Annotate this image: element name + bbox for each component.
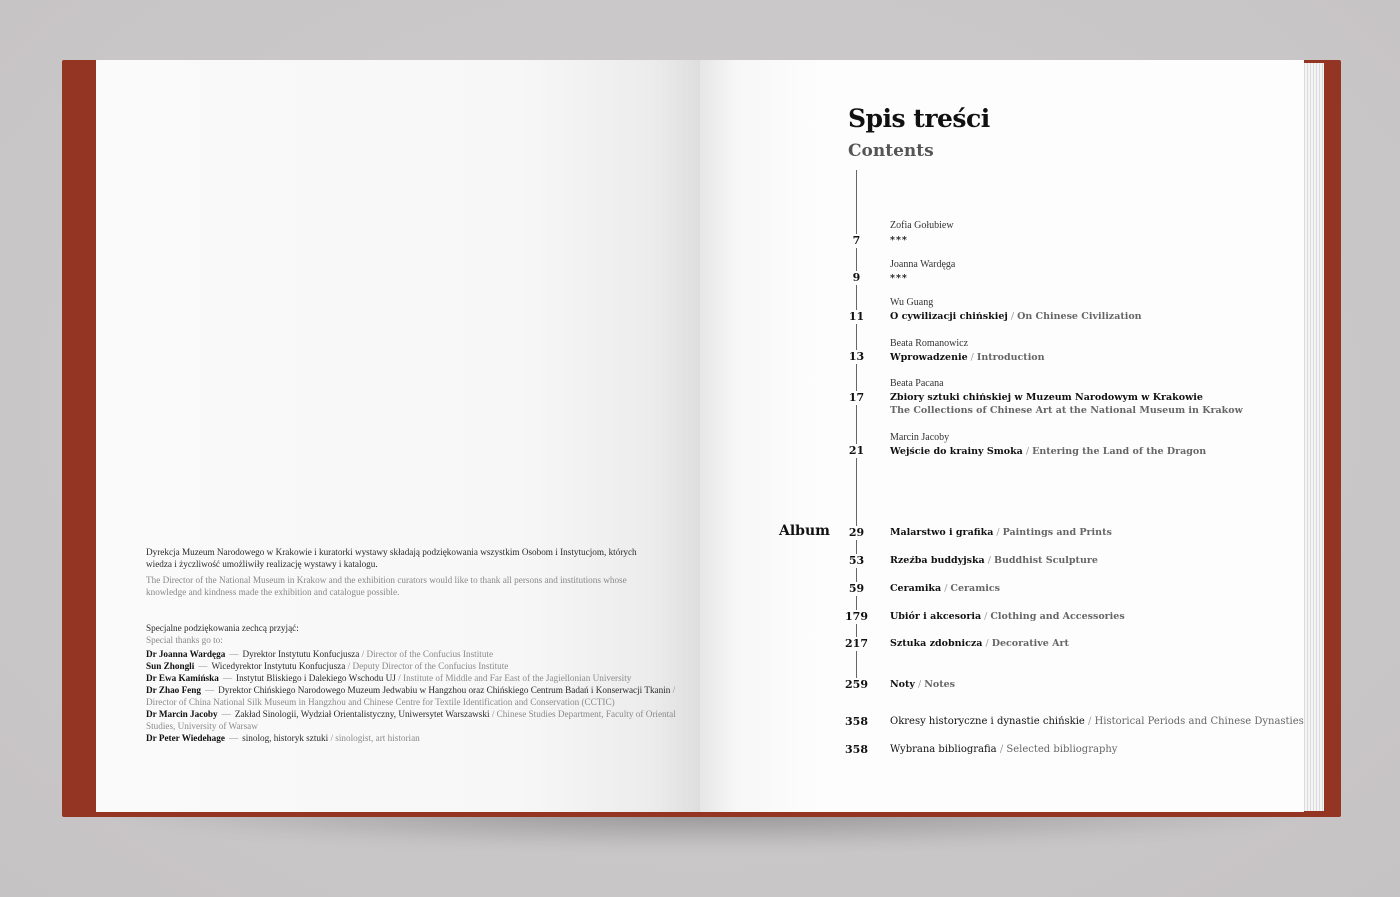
person-role-en: / Director of China National Silk Museum in Hangzhou and Chinese Centre for Textile Identification and Conservation (CCTIC) — [146, 685, 676, 707]
toc-author: Zofia Gołubiew — [890, 220, 954, 231]
thanks-item: Dr Ewa Kamińska — Instytut Bliskiego i Dalekiego Wschodu UJ / Institute of Middle and Far East of the Jagiellonian University — [146, 673, 632, 683]
toc-page-number: 17 — [838, 391, 875, 405]
album-label: Album — [779, 523, 830, 539]
person-name: Dr Peter Wiedehage — [146, 733, 225, 743]
toc-page-number: 179 — [838, 610, 875, 624]
person-role-en: / Director of the Confucius Institute — [361, 649, 494, 659]
toc-title: Wprowadzenie / Introduction — [890, 352, 1045, 363]
toc-page-number: 7 — [838, 234, 875, 248]
person-role-en: / Institute of Middle and Far East of the Jagiellonian University — [398, 673, 632, 683]
toc-page-number: 358 — [838, 715, 875, 729]
person-role-en: / sinologist, art historian — [330, 733, 420, 743]
toc-title: Rzeźba buddyjska / Buddhist Sculpture — [890, 555, 1098, 566]
person-name: Sun Zhongli — [146, 661, 195, 671]
thanks-item: Dr Zhao Feng — Dyrektor Chińskiego Narodowego Muzeum Jedwabiu w Hangzhou oraz Chińskiego Centrum Badań i Konserwacji Tkanin / Director of China National Silk Museum in Hangzhou and Chinese Centre for Textile Identification and Conservation (CCTIC) — [146, 685, 676, 707]
thanks-item: Dr Joanna Wardęga — Dyrektor Instytutu Konfucjusza / Director of the Confucius Institute — [146, 649, 494, 659]
toc-title: O cywilizacji chińskiej / On Chinese Civilization — [890, 311, 1142, 322]
toc-title: Ceramika / Ceramics — [890, 583, 1000, 594]
person-role-pl: Instytut Bliskiego i Dalekiego Wschodu UJ — [236, 673, 396, 683]
person-name: Dr Zhao Feng — [146, 685, 201, 695]
toc-title: *** — [890, 235, 908, 246]
thanks-heading-en: Special thanks go to: — [146, 635, 223, 645]
toc-page-number: 21 — [838, 444, 875, 458]
toc-title: Zbiory sztuki chińskiej w Muzeum Narodowym w Krakowie — [890, 392, 1203, 403]
thanks-item: Dr Marcin Jacoby — Zakład Sinologii, Wydział Orientalistyczny, Uniwersytet Warszawski / Chinese Studies Department, Faculty of Oriental Studies, University of Warsaw — [146, 709, 676, 731]
toc-page-number: 59 — [838, 582, 875, 596]
toc-title: Sztuka zdobnicza / Decorative Art — [890, 638, 1069, 649]
toc-page-number: 13 — [838, 350, 875, 364]
thanks-heading-pl: Specjalne podziękowania zechcą przyjąć: — [146, 623, 299, 633]
toc-author: Beata Pacana — [890, 378, 944, 389]
thanks-item: Dr Peter Wiedehage — sinolog, historyk sztuki / sinologist, art historian — [146, 733, 420, 743]
toc-page-number: 11 — [838, 310, 875, 324]
toc-author: Marcin Jacoby — [890, 432, 950, 443]
person-name: Dr Marcin Jacoby — [146, 709, 218, 719]
toc-page-number: 259 — [838, 678, 875, 692]
person-role-en: / Deputy Director of the Confucius Institute — [347, 661, 509, 671]
contents-title-en: Contents — [848, 141, 934, 161]
toc-title: Malarstwo i grafika / Paintings and Prints — [890, 527, 1112, 538]
toc-page-number: 358 — [838, 743, 875, 757]
toc-title: Okresy historyczne i dynastie chińskie / Historical Periods and Chinese Dynasties — [890, 716, 1304, 727]
person-role-pl: Dyrektor Chińskiego Narodowego Muzeum Jedwabiu w Hangzhou oraz Chińskiego Centrum Badań i Konserwacji Tkanin — [218, 685, 671, 695]
toc-author: Joanna Wardęga — [890, 259, 956, 270]
toc-page-number: 53 — [838, 554, 875, 568]
toc-author: Beata Romanowicz — [890, 338, 969, 349]
person-role-pl: Dyrektor Instytutu Konfucjusza — [242, 649, 360, 659]
contents-title-pl: Spis treści — [848, 104, 990, 133]
toc-title: Wejście do krainy Smoka / Entering the Land of the Dragon — [890, 446, 1207, 457]
toc-title: Wybrana bibliografia / Selected bibliography — [890, 744, 1118, 755]
person-name: Dr Joanna Wardęga — [146, 649, 226, 659]
toc-title: Ubiór i akcesoria / Clothing and Accessories — [890, 611, 1125, 622]
person-name: Dr Ewa Kamińska — [146, 673, 219, 683]
toc-page-number: 9 — [838, 271, 875, 285]
toc-title: *** — [890, 273, 908, 284]
intro-en: The Director of the National Museum in Krakow and the exhibition curators would like to thank all persons and institutions whose knowledge and kindness made the exhibition and catalogue possible. — [146, 575, 627, 597]
person-role-en: / Chinese Studies Department, Faculty of Oriental Studies, University of Warsaw — [146, 709, 676, 731]
toc-page-number: 217 — [838, 637, 875, 651]
thanks-list — [146, 648, 686, 744]
right-page — [700, 60, 1304, 812]
toc-title: Noty / Notes — [890, 679, 955, 690]
person-role-pl: Wicedyrektor Instytutu Konfucjusza — [211, 661, 346, 671]
toc-title-en: The Collections of Chinese Art at the National Museum in Krakow — [890, 405, 1243, 416]
toc-author: Wu Guang — [890, 297, 934, 308]
toc-page-number: 29 — [838, 526, 875, 540]
person-role-pl: Zakład Sinologii, Wydział Orientalistyczny, Uniwersytet Warszawski — [234, 709, 490, 719]
page-edges — [1302, 63, 1324, 811]
person-role-pl: sinolog, historyk sztuki — [242, 733, 329, 743]
thanks-item: Sun Zhongli — Wicedyrektor Instytutu Konfucjusza / Deputy Director of the Confucius Institute — [146, 661, 509, 671]
intro-pl: Dyrekcja Muzeum Narodowego w Krakowie i kuratorki wystawy składają podziękowania wszystkim Osobom i Instytucjom, których wiedza i życzliwość umożliwiły realizację wystawy i katalogu. — [146, 547, 637, 569]
